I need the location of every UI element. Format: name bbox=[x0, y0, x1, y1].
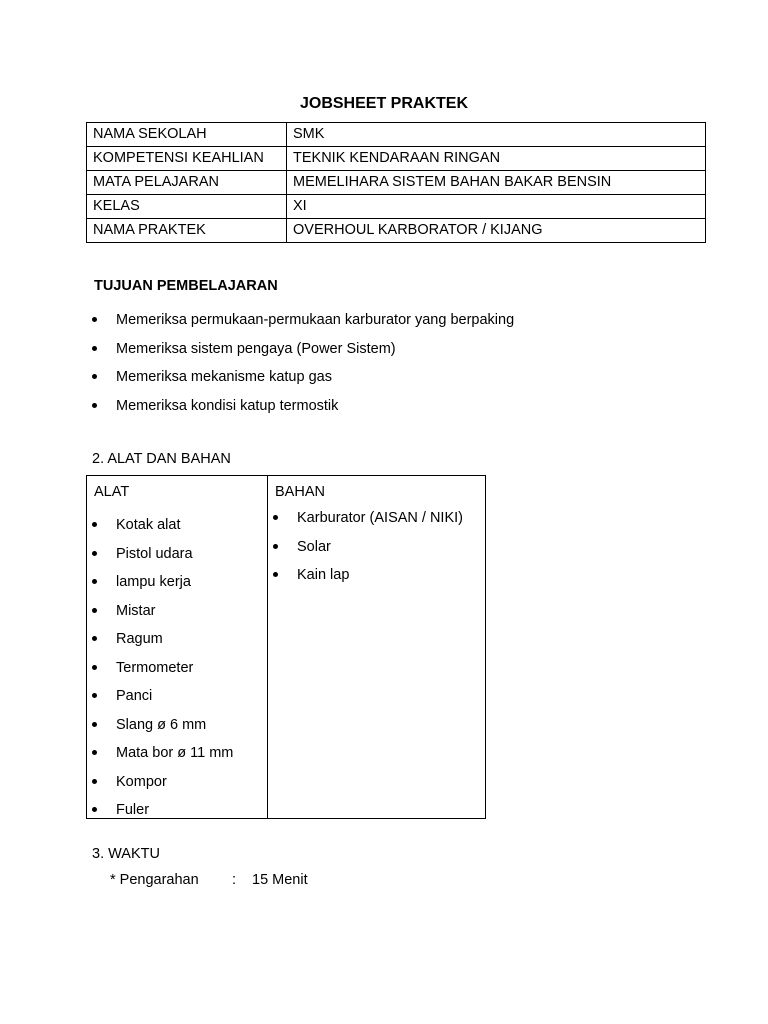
list-item-text: Mistar bbox=[116, 602, 156, 619]
list-item-text: Memeriksa mekanisme katup gas bbox=[116, 369, 332, 385]
alat-heading: ALAT bbox=[94, 484, 130, 500]
bullet-icon bbox=[92, 636, 97, 641]
list-item bbox=[92, 515, 233, 544]
table-row bbox=[87, 219, 706, 243]
list-item-text: Karburator (AISAN / NIKI) bbox=[297, 510, 463, 526]
list-item bbox=[92, 658, 233, 687]
list-item bbox=[273, 508, 463, 537]
time-heading: 3. WAKTU bbox=[92, 846, 160, 862]
info-label: MATA PELAJARAN bbox=[87, 171, 287, 195]
list-item-text: Kain lap bbox=[297, 567, 350, 583]
objectives-list bbox=[92, 310, 514, 424]
list-item bbox=[92, 572, 233, 601]
table-row bbox=[87, 147, 706, 171]
list-item-text: Panci bbox=[116, 688, 153, 704]
table-row bbox=[87, 195, 706, 219]
list-item-text: Termometer bbox=[116, 659, 194, 676]
list-item bbox=[92, 686, 233, 715]
list-item-text: Fuler bbox=[116, 802, 150, 818]
bullet-icon bbox=[92, 374, 97, 379]
bullet-icon bbox=[273, 544, 278, 549]
bullet-icon bbox=[92, 551, 97, 556]
bullet-icon bbox=[92, 779, 97, 784]
table-row bbox=[87, 123, 706, 147]
list-item-text: Memeriksa permukaan-permukaan karburator yang berpaking bbox=[116, 312, 515, 328]
list-item-text: Memeriksa kondisi katup termostik bbox=[116, 397, 339, 414]
objectives-heading: TUJUAN PEMBELAJARAN bbox=[94, 278, 278, 294]
list-item bbox=[92, 601, 233, 630]
list-item-text: Pistol udara bbox=[116, 545, 193, 562]
bullet-icon bbox=[273, 515, 278, 520]
bullet-icon bbox=[92, 693, 97, 698]
bullet-icon bbox=[92, 722, 97, 727]
bullet-icon bbox=[92, 579, 97, 584]
list-item-text: Kompor bbox=[116, 773, 167, 790]
list-item bbox=[92, 544, 233, 573]
bullet-icon bbox=[92, 317, 97, 322]
tools-materials-heading: 2. ALAT DAN BAHAN bbox=[92, 451, 231, 467]
list-item-text: lampu kerja bbox=[116, 574, 191, 590]
time-separator: : bbox=[232, 872, 237, 888]
list-item-text: Slang ø 6 mm bbox=[116, 716, 207, 733]
list-item-text: Ragum bbox=[116, 631, 163, 647]
list-item bbox=[92, 715, 233, 744]
list-item bbox=[92, 800, 233, 829]
info-value: TEKNIK KENDARAAN RINGAN bbox=[287, 147, 706, 171]
list-item bbox=[92, 772, 233, 801]
info-label: NAMA PRAKTEK bbox=[87, 219, 287, 243]
time-row bbox=[110, 871, 308, 889]
column-divider bbox=[267, 476, 268, 818]
list-item bbox=[273, 565, 463, 594]
bullet-icon bbox=[92, 608, 97, 613]
bullet-icon bbox=[92, 346, 97, 351]
bullet-icon bbox=[273, 572, 278, 577]
document-title: JOBSHEET PRAKTEK bbox=[299, 95, 469, 112]
time-label: * Pengarahan bbox=[110, 872, 199, 888]
info-label: KOMPETENSI KEAHLIAN bbox=[87, 147, 287, 171]
alat-list bbox=[92, 515, 233, 829]
list-item-text: Memeriksa sistem pengaya (Power Sistem) bbox=[116, 340, 396, 357]
list-item bbox=[92, 339, 514, 368]
bullet-icon bbox=[92, 750, 97, 755]
list-item-text: Mata bor ø 11 mm bbox=[116, 745, 234, 761]
list-item bbox=[92, 396, 514, 425]
list-item bbox=[273, 537, 463, 566]
info-value: OVERHOUL KARBORATOR / KIJANG bbox=[287, 219, 706, 243]
bahan-list bbox=[273, 508, 463, 594]
table-row bbox=[87, 171, 706, 195]
bahan-heading: BAHAN bbox=[275, 484, 325, 500]
list-item bbox=[92, 367, 514, 396]
bullet-icon bbox=[92, 665, 97, 670]
info-value: SMK bbox=[287, 123, 706, 147]
info-value: XI bbox=[287, 195, 706, 219]
bullet-icon bbox=[92, 403, 97, 408]
time-value: 15 Menit bbox=[252, 872, 308, 888]
bullet-icon bbox=[92, 522, 97, 527]
tools-materials-table bbox=[86, 475, 486, 819]
info-label: NAMA SEKOLAH bbox=[87, 123, 287, 147]
info-label: KELAS bbox=[87, 195, 287, 219]
info-value: MEMELIHARA SISTEM BAHAN BAKAR BENSIN bbox=[287, 171, 706, 195]
info-table bbox=[86, 122, 706, 243]
list-item-text: Kotak alat bbox=[116, 517, 181, 533]
list-item bbox=[92, 310, 514, 339]
list-item bbox=[92, 743, 233, 772]
bullet-icon bbox=[92, 807, 97, 812]
list-item-text: Solar bbox=[297, 538, 331, 555]
list-item bbox=[92, 629, 233, 658]
